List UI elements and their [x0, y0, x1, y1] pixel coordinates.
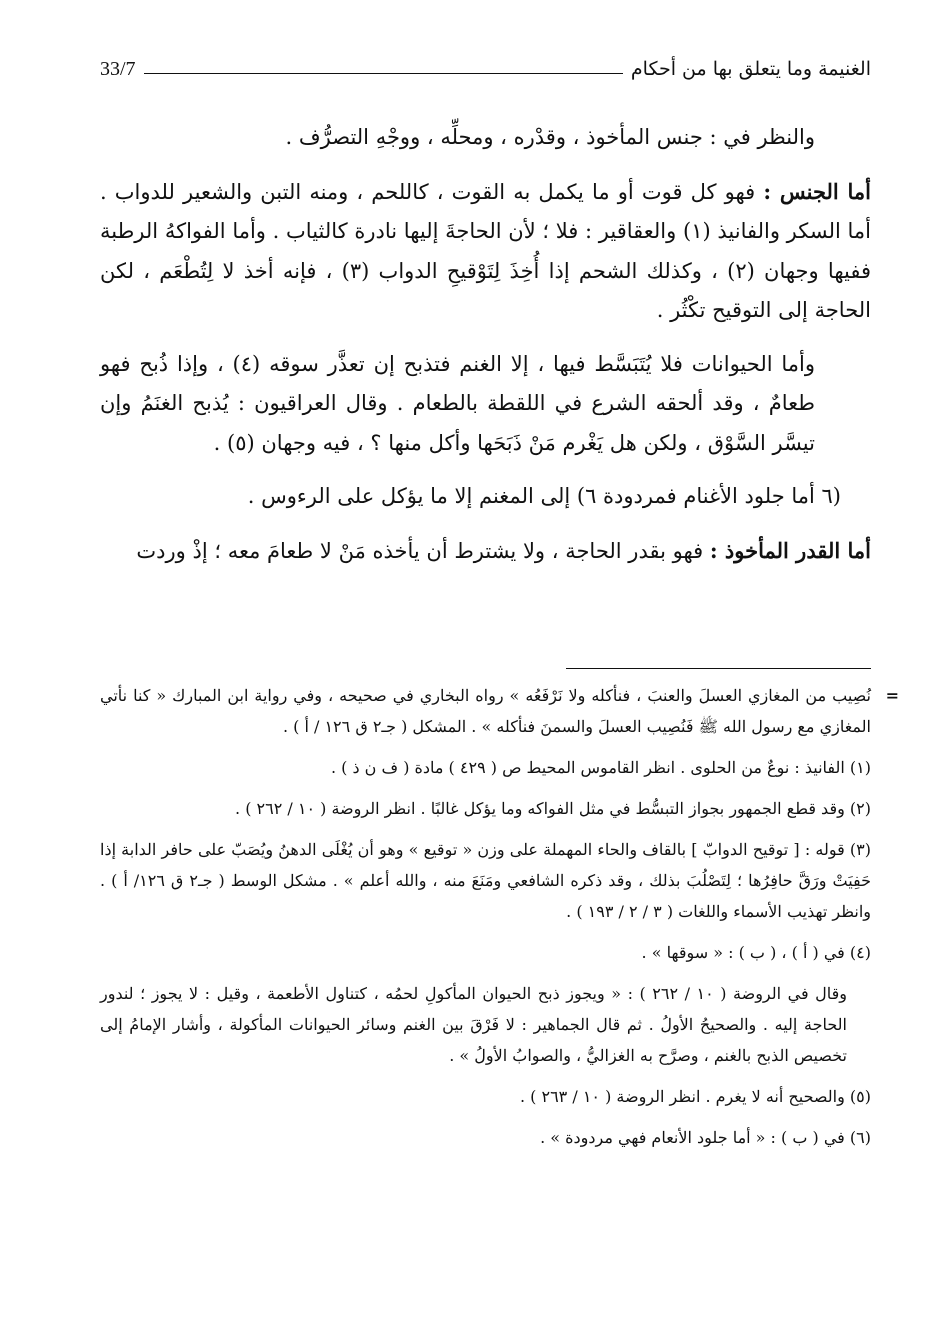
footnotes	[100, 680, 899, 1163]
jins-heading: أما الجنس :	[763, 178, 871, 204]
jins-text: فهو كل قوت أو ما يكمل به القوت ، كاللحم ، ومنه التبن والشعير للدواب . أما السكر والفانيذ (١) والعقاقير : فلا ؛ لأن الحاجةَ إليها نادرة كالثياب . وأما الفواكهُ الرطبة ففيها وجهان (٢) ، وكذلك الشحم إذا أُخِذَ لِتَوْقيحِ الدواب (٣) ، فإنه أخذ لا لِتُطْعَم ، لكن الحاجة إلى التوقيح تكْثُر .	[100, 179, 871, 322]
qadr-paragraph	[100, 531, 871, 572]
main-text	[100, 118, 871, 585]
continuation-mark: =	[885, 686, 899, 705]
footnote-2: (٢) وقد قطع الجمهور بجواز التبسُّط في مثل الفواكه وما يؤكل غالبًا . انظر الروضة ( ١٠ / ٢٦٢ ) .	[235, 799, 871, 818]
footnote-4-continued: وقال في الروضة ( ١٠ / ٢٦٢ ) : « ويجوز ذبح الحيوان المأكولِ لحمُه ، كتناول الأطعمة ، وقيل : لا يجوز ؛ لندور الحاجة إليه . والصحيحُ الأولُ . ثم قال الجماهير : لا فَرْقَ بين الغنم وسائر الحيوانات المأكولة ، وأشار الإمامُ إلى تخصيص الذبح بالغنم ، وصرَّح به الغزاليُّ ، والصوابُ الأولُ » .	[100, 984, 848, 1065]
intro-paragraph: والنظر في : جنس المأخوذ ، وقدْره ، ومحلِّه ، ووجْهِ التصرُّف .	[285, 125, 815, 149]
animals-paragraph: وأما الحيوانات فلا يُتَبَسَّط فيها ، إلا الغنم فتذبح إن تعذَّر سوقه (٤) ، وإذا ذُبح فهو طعامٌ ، وقد ألحقه الشرع في اللقطة بالطعام . وقال العراقيون : يُذبح الغنَمُ وإن تيسَّر السَّوْق ، ولكن هل يَغْرم مَنْ ذَبَحَها وأكل منها ؟ ، فيه وجهان (٥) .	[100, 351, 816, 455]
footnote-3: (٣) قوله : [ توقيح الدوابّ ] بالقاف والحاء المهملة على وزن « توقيع » وهو أن يُغْلَى الدهنُ ويُصَبّ على حافر الدابة إذا حَفِيَتْ ورَقَّ حافِرُها ؛ لِتَصْلُبَ بذلك ، وقد ذكره الشافعي ومَنَعَ منه ، والله أعلم » . مشكل الوسط ( جـ٢ ق ١٢٦/ أ ) . وانظر تهذيب الأسماء واللغات ( ٣ / ٢ / ١٩٣ ) .	[100, 840, 872, 921]
header-title: الغنيمة وما يتعلق بها من أحكام	[630, 58, 871, 80]
footnote-6: (٦) في ( ب ) : « أما جلود الأنعام فهي مردودة » .	[540, 1128, 871, 1147]
page-number: 33/7	[100, 57, 136, 80]
qadr-heading: أما القدر المأخوذ :	[709, 537, 871, 563]
skins-paragraph: (٦ أما جلود الأغنام فمردودة ٦) إلى المغنم إلا ما يؤكل على الرءوس .	[247, 484, 841, 508]
running-header	[100, 52, 871, 86]
continuation-text: نُصِيب من المغازي العسلَ والعنبَ ، فنأكله ولا نَرْفَعُه » رواه البخاري في صحيحه ، وفي رواية ابن المبارك « كنا نأتي المغازي مع رسول الله ﷺ فَنُصِيب العسلَ والسمنَ فنأكله » . المشكل ( جـ٢ ق ١٢٦ / أ ) .	[100, 686, 871, 736]
jins-paragraph	[100, 172, 871, 331]
footnote-separator	[566, 668, 871, 669]
footnote-1: (١) الفانيذ : نوعٌ من الحلوى . انظر القاموس المحيط ص ( ٤٢٩ ) مادة ( ف ن ذ ) .	[330, 758, 871, 777]
footnote-4: (٤) في ( أ ) ، ( ب ) : « سوقها » .	[641, 943, 871, 962]
footnote-continuation	[100, 680, 899, 742]
footnote-5: (٥) والصحيح أنه لا يغرم . انظر الروضة ( ١٠ / ٢٦٣ ) .	[519, 1087, 871, 1106]
qadr-text: فهو بقدر الحاجة ، ولا يشترط أن يأخذه مَنْ لا طعامَ معه ؛ إذْ وردت	[136, 538, 710, 563]
header-rule	[144, 73, 623, 74]
